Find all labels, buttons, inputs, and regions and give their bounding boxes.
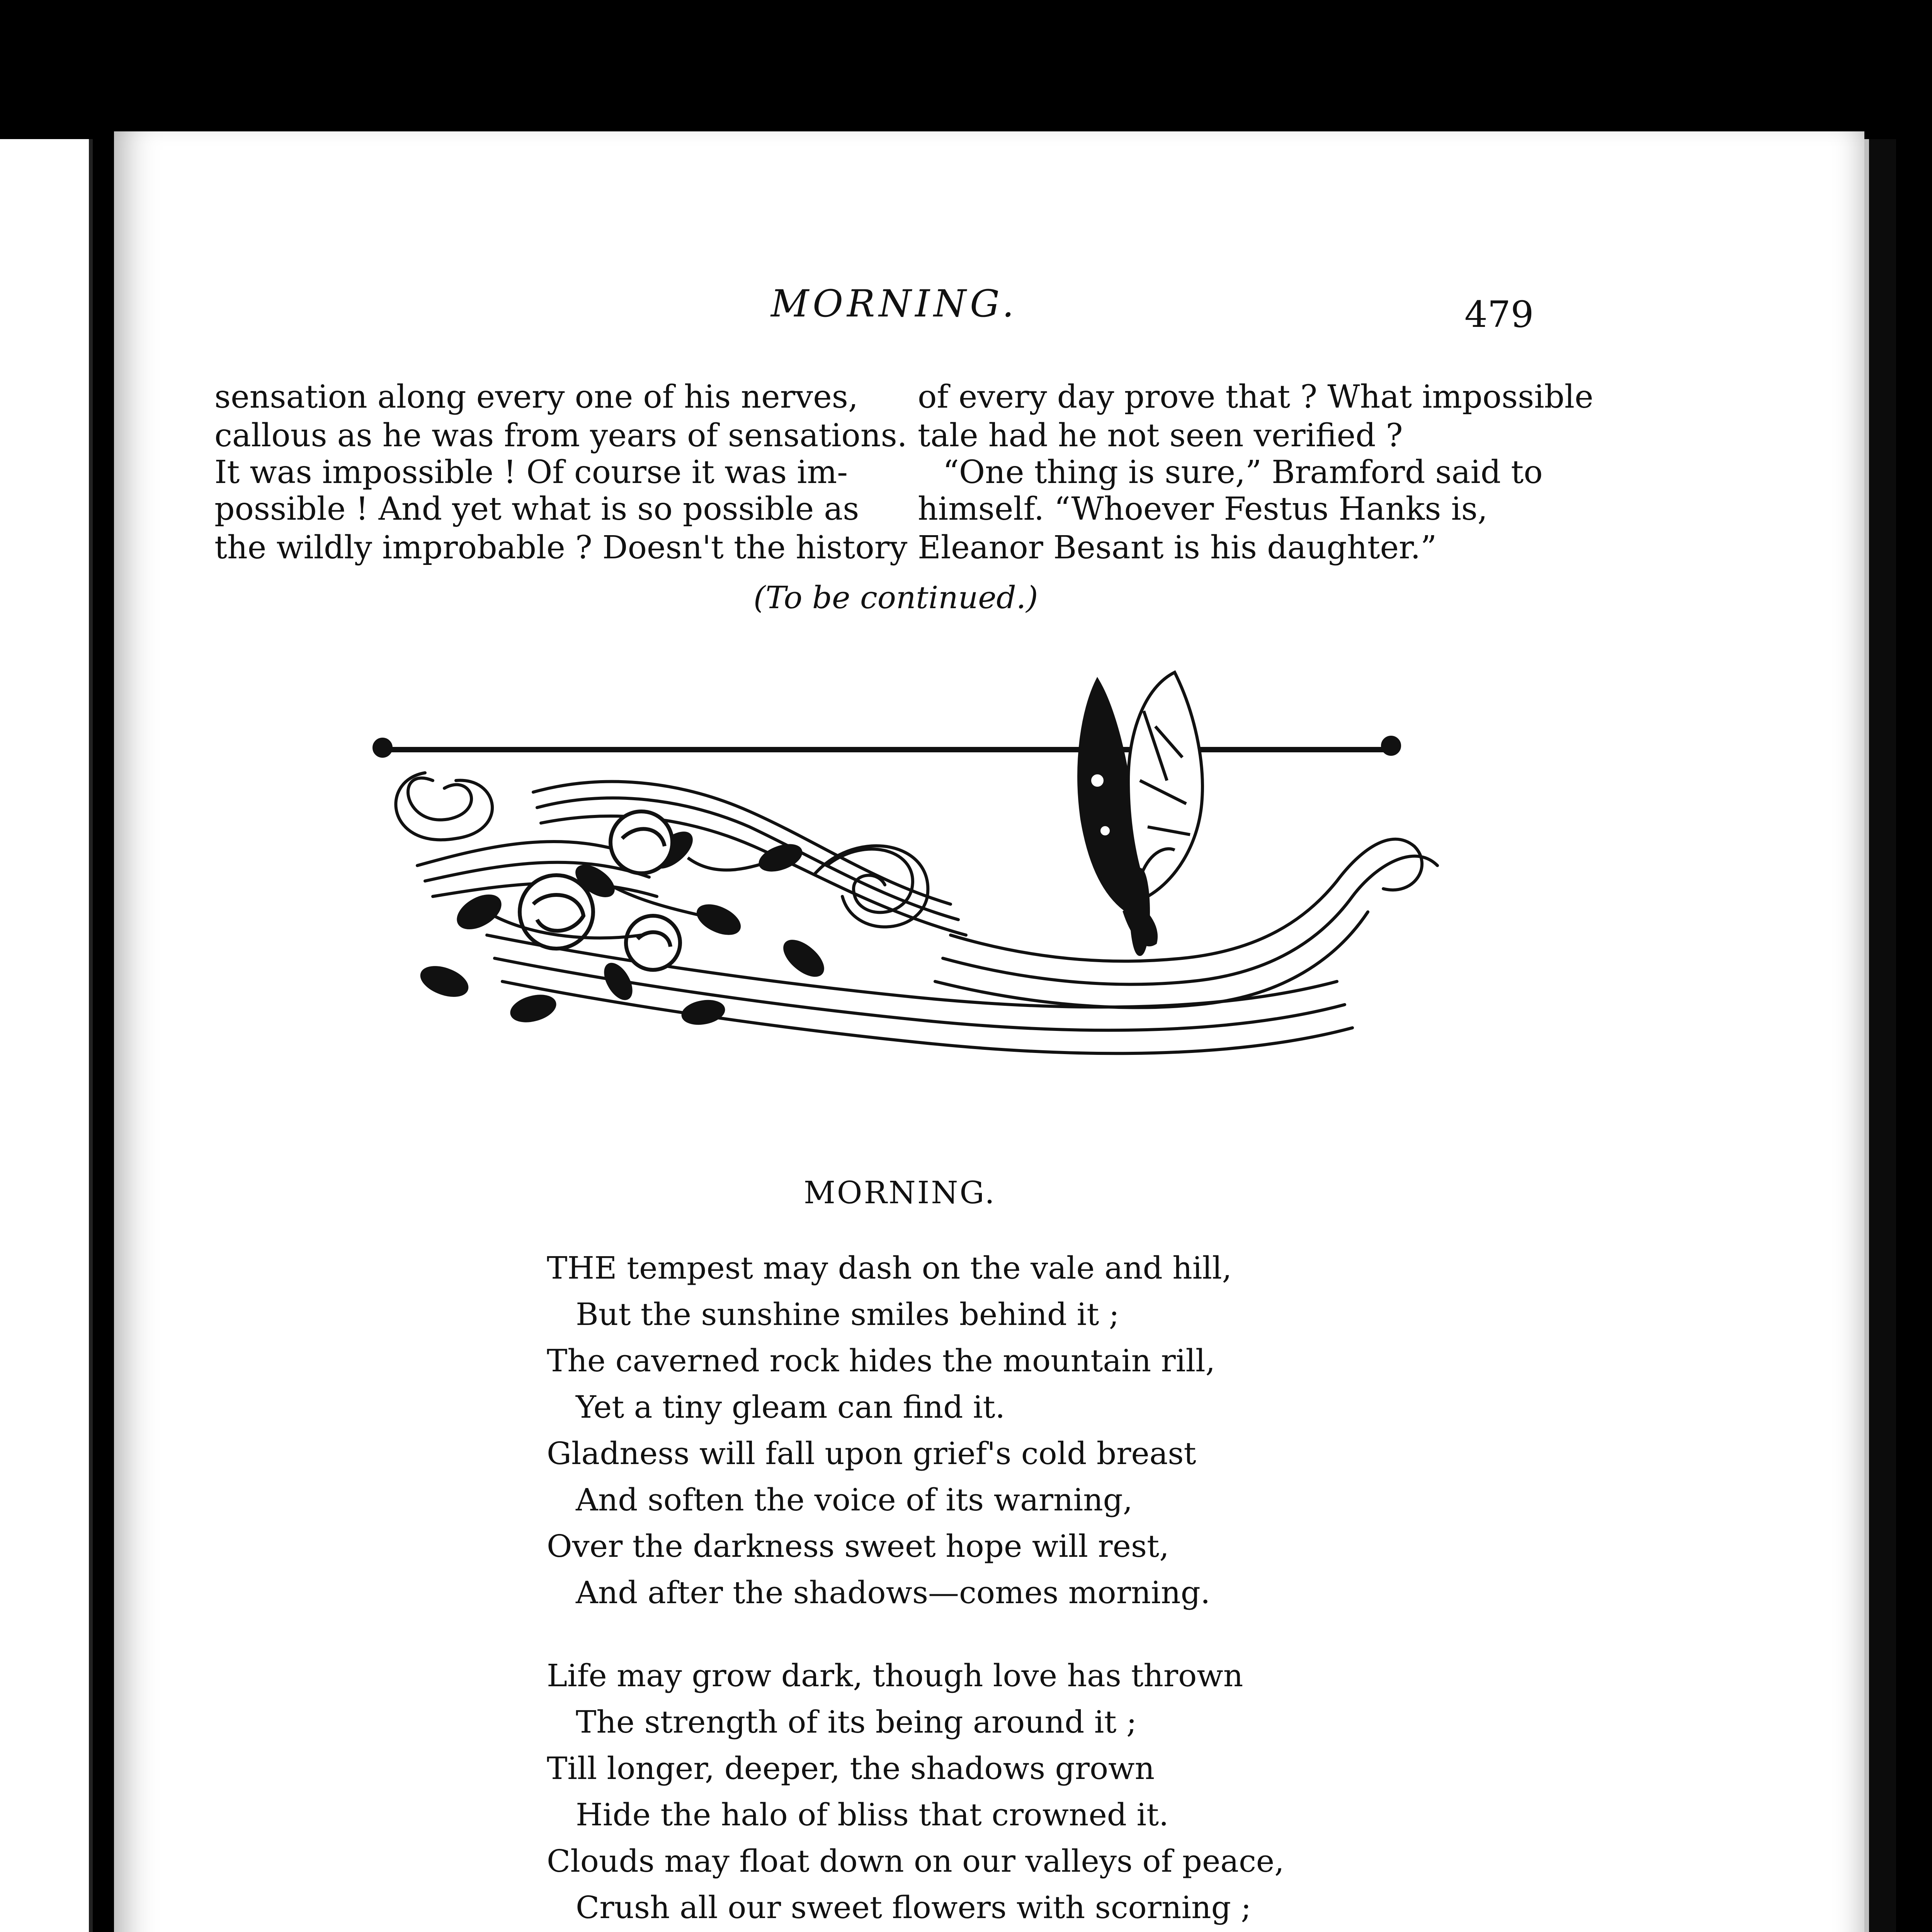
- previous-page-edge: [0, 139, 93, 1932]
- to-be-continued: (To be continued.): [753, 580, 1038, 616]
- poem-line: Yet a tiny gleam can find it.: [576, 1389, 1005, 1425]
- story-line: callous as he was from years of sensations.: [214, 417, 907, 454]
- poem-line: THE tempest may dash on the vale and hill,: [547, 1250, 1232, 1286]
- story-line: Eleanor Besant is his daughter.”: [918, 529, 1437, 566]
- story-line: “One thing is sure,” Bramford said to: [943, 454, 1543, 491]
- running-head: MORNING.: [771, 282, 1018, 325]
- story-line: the wildly improbable ? Doesn't the history: [214, 529, 908, 566]
- poem-line: Over the darkness sweet hope will rest,: [547, 1528, 1169, 1564]
- story-line: tale had he not seen verified ?: [918, 417, 1403, 454]
- poem-line: Gladness will fall upon grief's cold breast: [547, 1435, 1196, 1471]
- poem-line: And soften the voice of its warning,: [576, 1482, 1133, 1518]
- story-line: sensation along every one of his nerves,: [214, 379, 858, 415]
- poem-line: Life may grow dark, though love has thrown: [547, 1658, 1243, 1694]
- poem-line: But the sunshine smiles behind it ;: [576, 1296, 1119, 1332]
- floral-butterfly-ornament: [371, 665, 1445, 1082]
- story-line: possible ! And yet what is so possible as: [214, 491, 859, 527]
- story-line: of every day prove that ? What impossible: [918, 379, 1594, 415]
- page-edge-shadow: [1864, 139, 1896, 1932]
- poem-line: Hide the halo of bliss that crowned it.: [576, 1797, 1169, 1833]
- poem-title: MORNING.: [804, 1175, 996, 1211]
- poem-line: Crush all our sweet flowers with scorning ;: [576, 1889, 1252, 1925]
- story-line: himself. “Whoever Festus Hanks is,: [918, 491, 1488, 527]
- poem-line: And after the shadows—comes morning.: [576, 1575, 1211, 1611]
- poem-line: The strength of its being around it ;: [576, 1704, 1137, 1740]
- poem-line: Clouds may float down on our valleys of peace,: [547, 1843, 1284, 1879]
- poem-line: Till longer, deeper, the shadows grown: [547, 1750, 1155, 1786]
- poem-line: The caverned rock hides the mountain rill,: [547, 1343, 1216, 1379]
- page-number: 479: [1464, 294, 1534, 336]
- story-line: It was impossible ! Of course it was im-: [214, 454, 848, 491]
